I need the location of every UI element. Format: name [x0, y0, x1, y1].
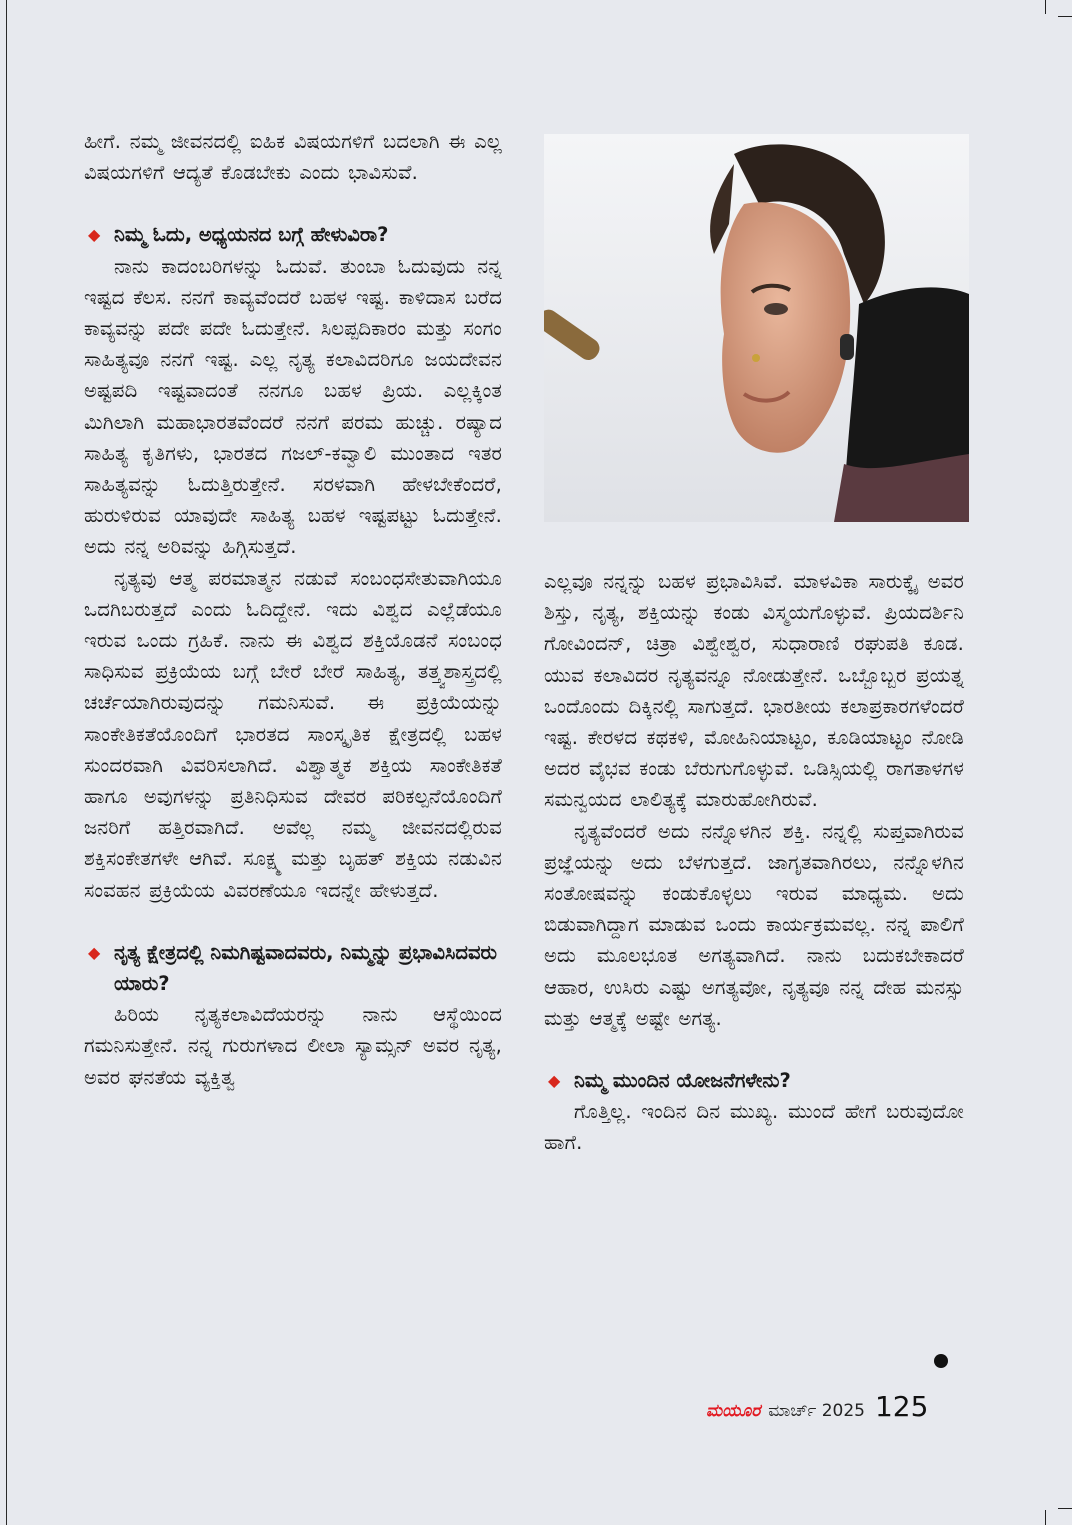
- question-text: ನೃತ್ಯ ಕ್ಷೇತ್ರದಲ್ಲಿ ನಿಮಗಿಷ್ಟವಾದವರು, ನಿಮ್ಮನ್ನು ಪ್ರಭಾವಿಸಿದವರು ಯಾರು?: [114, 940, 497, 996]
- crop-mark-bottom: [1045, 1510, 1046, 1525]
- page-number: 125: [874, 1390, 929, 1423]
- paragraph: ನೃತ್ಯವೆಂದರೆ ಅದು ನನ್ನೊಳಗಿನ ಶಕ್ತಿ. ನನ್ನಲ್ಲಿ ಸುಪ್ತವಾಗಿರುವ ಪ್ರಜ್ಞೆಯನ್ನು ಅದು ಬೆಳಗುತ್ತದೆ. ಜಾಗೃತವಾಗಿರಲು, ನನ್ನೊಳಗಿನ ಸಂತೋಷವನ್ನು ಕಂಡುಕೊಳ್ಳಲು ಇರುವ ಮಾಧ್ಯಮ. ಅದು ಬಿಡುವಾಗಿದ್ದಾಗ ಮಾಡುವ ಒಂದು ಕಾರ್ಯಕ್ರಮವಲ್ಲ. ನನ್ನ ಪಾಲಿಗೆ ಅದು ಮೂಲಭೂತ ಅಗತ್ಯವಾಗಿದೆ. ನಾನು ಬದುಕಬೇಕಾದರೆ ಆಹಾರ, ಉಸಿರು ಎಷ್ಟು ಅಗತ್ಯವೋ, ನೃತ್ಯವೂ ನನ್ನ ದೇಹ ಮನಸ್ಸು ಮತ್ತು ಆತ್ಮಕ್ಕೆ ಅಷ್ಟೇ ಅಗತ್ಯ.: [544, 819, 964, 1030]
- page-footer: [706, 1390, 928, 1430]
- question-text: ನಿಮ್ಮ ಓದು, ಅಧ್ಯಯನದ ಬಗ್ಗೆ ಹೇಳುವಿರಾ?: [114, 223, 389, 247]
- diamond-bullet-icon: ◆: [88, 942, 101, 962]
- crop-mark-top: [1045, 0, 1046, 14]
- crop-mark-right: [1058, 16, 1072, 17]
- crop-mark-bottom-right: [1058, 1508, 1072, 1509]
- diamond-bullet-icon: ◆: [548, 1071, 561, 1091]
- diamond-bullet-icon: ◆: [88, 225, 101, 245]
- magazine-logo: ಮಯೂರ: [706, 1401, 761, 1421]
- paragraph: ಹೀಗೆ. ನಮ್ಮ ಜೀವನದಲ್ಲಿ ಐಹಿಕ ವಿಷಯಗಳಿಗೆ ಬದಲಾಗಿ ಈ ಎಲ್ಲ ವಿಷಯಗಳಿಗೆ ಆದ್ಯತೆ ಕೊಡಬೇಕು ಎಂದು ಭಾವಿಸುವೆ.: [84, 130, 502, 185]
- paragraph: ಎಲ್ಲವೂ ನನ್ನನ್ನು ಬಹಳ ಪ್ರಭಾವಿಸಿವೆ. ಮಾಳವಿಕಾ ಸಾರುಕ್ಕೈ ಅವರ ಶಿಸ್ತು, ನೃತ್ಯ, ಶಕ್ತಿಯನ್ನು ಕಂಡು ವಿಸ್ಮಯಗೊಳ್ಳುವೆ. ಪ್ರಿಯದರ್ಶಿನಿ ಗೋವಿಂದನ್‌, ಚಿತ್ರಾ ವಿಶ್ವೇಶ್ವರ, ಸುಧಾರಾಣಿ ರಘುಪತಿ ಕೂಡ. ಯುವ ಕಲಾವಿದರ ನೃತ್ಯವನ್ನೂ ನೋಡುತ್ತೇನೆ. ಒಬ್ಬೊಬ್ಬರ ಪ್ರಯತ್ನ ಒಂದೊಂದು ದಿಕ್ಕಿನಲ್ಲಿ ಸಾಗುತ್ತದೆ. ಭಾರತೀಯ ಕಲಾಪ್ರಕಾರಗಳೆಂದರೆ ಇಷ್ಟ. ಕೇರಳದ ಕಥಕಳಿ, ಮೋಹಿನಿಯಾಟ್ಟಂ, ಕೂಡಿಯಾಟ್ಟಂ ನೋಡಿ ಅದರ ವೈಭವ ಕಂಡು ಬೆರುಗುಗೊಳ್ಳುವೆ. ಒಡಿಸ್ಸಿಯಲ್ಲಿ ರಾಗತಾಳಗಳ ಸಮನ್ವಯದ ಲಾಲಿತ್ಯಕ್ಕೆ ಮಾರುಹೋಗಿರುವೆ.: [544, 570, 964, 812]
- end-of-article-dot-icon: [934, 1354, 948, 1368]
- issue-date: ಮಾರ್ಚ್‌ 2025: [768, 1401, 865, 1421]
- page-edge-line: [6, 0, 7, 1525]
- portrait-photo: [544, 134, 969, 522]
- left-column: [84, 126, 502, 1093]
- question-text: ನಿಮ್ಮ ಮುಂದಿನ ಯೋಜನೆಗಳೇನು?: [574, 1069, 791, 1093]
- paragraph: ಗೊತ್ತಿಲ್ಲ. ಇಂದಿನ ದಿನ ಮುಖ್ಯ. ಮುಂದೆ ಹೇಗೆ ಬರುವುದೋ ಹಾಗೆ.: [544, 1100, 964, 1155]
- interview-question: [544, 1065, 964, 1096]
- paragraph: ನೃತ್ಯವು ಆತ್ಮ ಪರಮಾತ್ಮನ ನಡುವೆ ಸಂಬಂಧಸೇತುವಾಗಿಯೂ ಒದಗಿಬರುತ್ತದೆ ಎಂದು ಓದಿದ್ದೇನೆ. ಇದು ವಿಶ್ವದ ಎಲ್ಲೆಡೆಯೂ ಇರುವ ಒಂದು ಗ್ರಹಿಕೆ. ನಾನು ಈ ವಿಶ್ವದ ಶಕ್ತಿಯೊಡನೆ ಸಂಬಂಧ ಸಾಧಿಸುವ ಪ್ರಕ್ರಿಯೆಯ ಬಗ್ಗೆ ಬೇರೆ ಬೇರೆ ಸಾಹಿತ್ಯ, ತತ್ತ್ವಶಾಸ್ತ್ರದಲ್ಲಿ ಚರ್ಚೆಯಾಗಿರುವುದನ್ನು ಗಮನಿಸುವೆ. ಈ ಪ್ರಕ್ರಿಯೆಯನ್ನು ಸಾಂಕೇತಿಕತೆಯೊಂದಿಗೆ ಭಾರತದ ಸಾಂಸ್ಕೃತಿಕ ಕ್ಷೇತ್ರದಲ್ಲಿ ಬಹಳ ಸುಂದರವಾಗಿ ವಿವರಿಸಲಾಗಿದೆ. ವಿಶ್ವಾತ್ಮಕ ಶಕ್ತಿಯ ಸಾಂಕೇತಿಕತೆ ಹಾಗೂ ಅವುಗಳನ್ನು ಪ್ರತಿನಿಧಿಸುವ ದೇವರ ಪರಿಕಲ್ಪನೆಯೊಂದಿಗೆ ಜನರಿಗೆ ಹತ್ತಿರವಾಗಿದೆ. ಅವೆಲ್ಲ ನಮ್ಮ ಜೀವನದಲ್ಲಿರುವ ಶಕ್ತಿಸಂಕೇತಗಳೇ ಆಗಿವೆ. ಸೂಕ್ಷ್ಮ ಮತ್ತು ಬೃಹತ್‌ ಶಕ್ತಿಯ ನಡುವಿನ ಸಂವಹನ ಪ್ರಕ್ರಿಯೆಯ ವಿವರಣೆಯೂ ಇದನ್ನೇ ಹೇಳುತ್ತದೆ.: [84, 566, 502, 902]
- paragraph: ಹಿರಿಯ ನೃತ್ಯಕಲಾವಿದೆಯರನ್ನು ನಾನು ಆಸ್ಥೆಯಿಂದ ಗಮನಿಸುತ್ತೇನೆ. ನನ್ನ ಗುರುಗಳಾದ ಲೀಲಾ ಸ್ಯಾಮ್ಸನ್‌ ಅವರ ನೃತ್ಯ, ಅವರ ಘನತೆಯ ವ್ಯಕ್ತಿತ್ವ: [84, 1003, 502, 1089]
- interview-question: [84, 937, 502, 999]
- interview-question: [84, 219, 502, 250]
- right-column: [544, 566, 964, 1159]
- paragraph: ನಾನು ಕಾದಂಬರಿಗಳನ್ನು ಓದುವೆ. ತುಂಬಾ ಓದುವುದು ನನ್ನ ಇಷ್ಟದ ಕೆಲಸ. ನನಗೆ ಕಾವ್ಯವೆಂದರೆ ಬಹಳ ಇಷ್ಟ. ಕಾಳಿದಾಸ ಬರೆದ ಕಾವ್ಯವನ್ನು ಪದೇ ಪದೇ ಓದುತ್ತೇನೆ. ಸಿಲಪ್ಪದಿಕಾರಂ ಮತ್ತು ಸಂಗಂ ಸಾಹಿತ್ಯವೂ ನನಗೆ ಇಷ್ಟ. ಎಲ್ಲ ನೃತ್ಯ ಕಲಾವಿದರಿಗೂ ಜಯದೇವನ ಅಷ್ಟಪದಿ ಇಷ್ಟವಾದಂತೆ ನನಗೂ ಬಹಳ ಪ್ರಿಯ. ಎಲ್ಲಕ್ಕಿಂತ ಮಿಗಿಲಾಗಿ ಮಹಾಭಾರತವೆಂದರೆ ನನಗೆ ಪರಮ ಹುಚ್ಚು. ರಷ್ಯಾದ ಸಾಹಿತ್ಯ ಕೃತಿಗಳು, ಭಾರತದ ಗಜಲ್‌-ಕವ್ವಾಲಿ ಮುಂತಾದ ಇತರ ಸಾಹಿತ್ಯವನ್ನು ಓದುತ್ತಿರುತ್ತೇನೆ. ಸರಳವಾಗಿ ಹೇಳಬೇಕೆಂದರೆ, ಹುರುಳಿರುವ ಯಾವುದೇ ಸಾಹಿತ್ಯ ಬಹಳ ಇಷ್ಟಪಟ್ಟು ಓದುತ್ತೇನೆ. ಅದು ನನ್ನ ಅರಿವನ್ನು ಹಿಗ್ಗಿಸುತ್ತದೆ.: [84, 254, 502, 559]
